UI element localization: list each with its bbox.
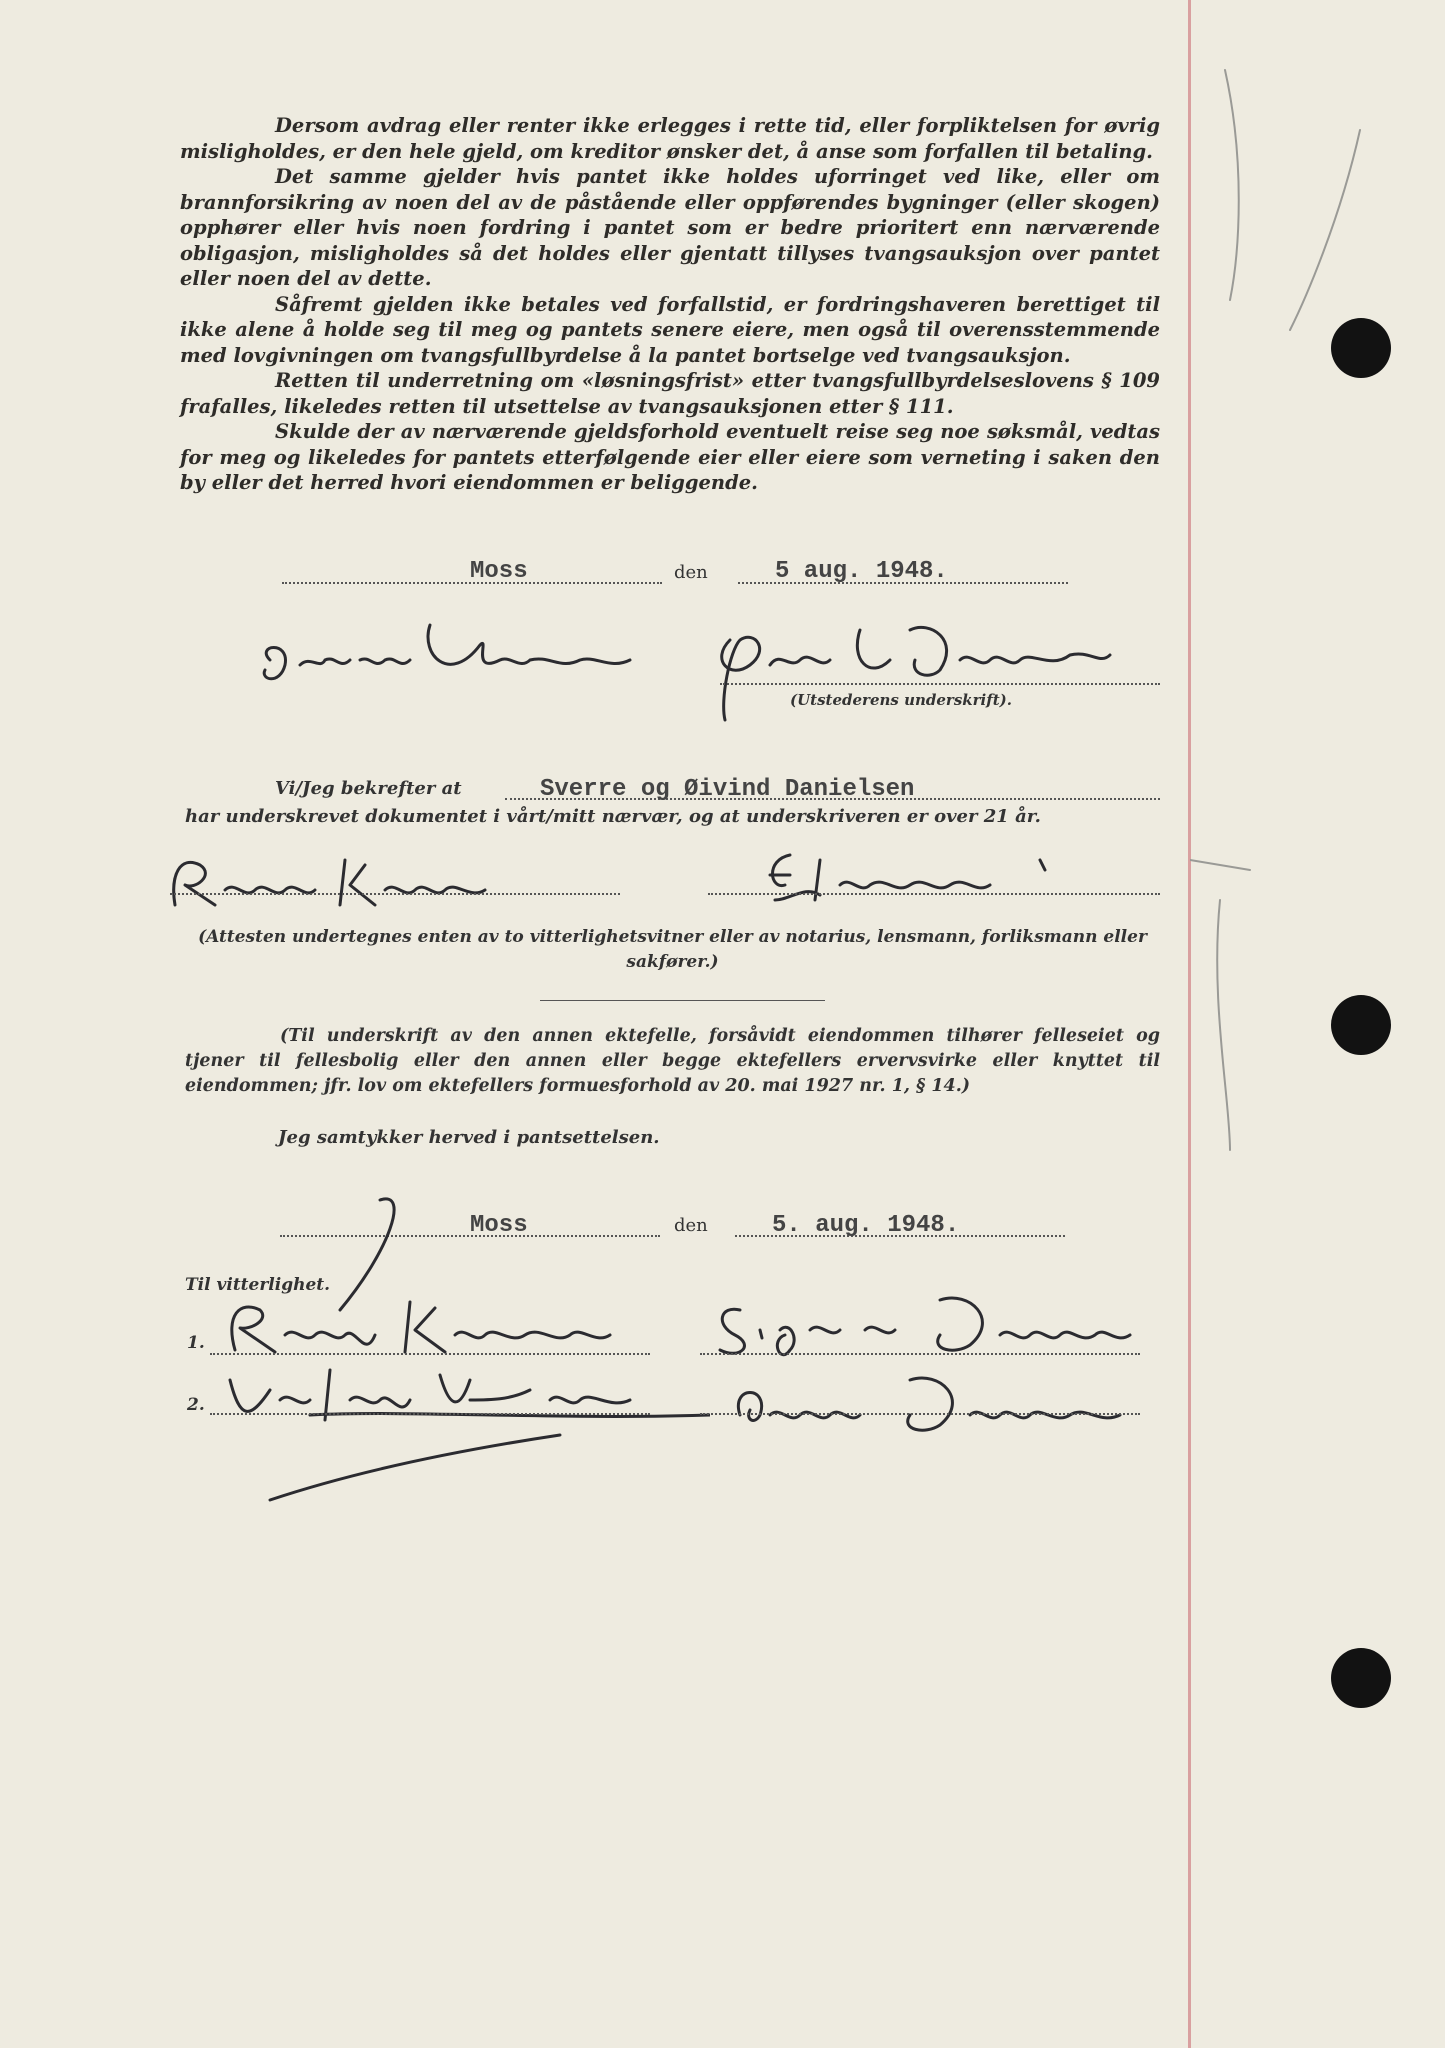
signature-sigrve [700,1280,1140,1370]
paragraph: Såfremt gjelden ikke betales ved forfallstid, er fordringshaveren berettiget til ikke alene å holde seg til meg og pantets senere eiere, men også til overensstemmende med lovgivningen om tvangsfullbyrdelse å la pantet bortselge ved tvangsauksjon. [180,292,1160,367]
paragraph: Skulde der av nærværende gjeldsforhold eventuelt reise seg noe søksmål, vedtas for meg og likeledes for pantets etterfølgende eier eller eiere som verneting i saken den by eller det herred hvori eiendommen er beliggende. [180,420,1160,494]
signature-sverre [250,615,670,705]
consent-text: Jeg samtykker herved i pantsettelsen. [278,1127,660,1148]
signature-witness1-karlsen [210,1290,690,1370]
signature-line [700,1353,1140,1355]
witness-line [210,1353,650,1355]
attest-prefix: Vi/Jeg bekrefter at [275,778,462,799]
paragraph: Det samme gjelder hvis pantet ikke holdes uforringet ved like, eller om brannforsikring av noen del av de påstående eller oppførendes bygninger (eller skogen) opphører eller hvis noen fordring i pantet som er bedre prioritert enn nærværende obligasjon, misligholdes så det holdes eller gjentatt tillyses tvangsauksjon over pantet eller noen del av dette. [180,165,1160,290]
signature-anna [700,1360,1140,1440]
terms-text [180,113,1160,496]
issuer-caption: (Utstederens underskrift). [790,691,1012,709]
witness-line [708,893,1160,895]
witness-line [170,893,620,895]
attest-note: (Attesten undertegnes enten av to vitterlighetsvitner eller av notarius, lensmann, forliksmann eller sakfører.) [198,927,1147,972]
date-value: 5 aug. 1948. [775,558,948,585]
signature-witness-larsen [760,840,1100,915]
signature-line [720,683,1160,685]
witness-label: Til vitterlighet. [185,1275,331,1295]
date-value: 5. aug. 1948. [772,1212,960,1239]
witness-number: 1. [187,1333,205,1353]
witness-number: 2. [187,1395,205,1415]
pencil-marks [1190,0,1445,1200]
signature-witness-karlsen [155,845,635,915]
paragraph: Dersom avdrag eller renter ikke erlegges i rette tid, eller forpliktelsen for øvrig misligholdes, er den hele gjeld, om kreditor ønsker det, å anse som forfallen til betaling. [180,114,1160,163]
spouse-note: (Til underskrift av den annen ektefelle, forsåvidt eiendommen tilhører felleseiet og tjener til fellesbolig eller den annen eller begge ektefellers ervervsvirke eller knyttet til eiendommen; jfr. lov om ektefellers formuesforhold av 20. mai 1927 nr. 1, § 14.) [185,1026,1160,1096]
separator [540,1000,825,1001]
signature-oivind [700,610,1120,730]
place-value: Moss [470,558,528,585]
signature-line [700,1413,1140,1415]
attest-names: Sverre og Øivind Danielsen [540,776,915,803]
den-label: den [674,562,708,583]
den-label: den [674,1215,708,1236]
punch-hole [1331,1648,1391,1708]
attest-line2: har underskrevet dokumentet i vårt/mitt nærvær, og at underskriveren er over 21 år. [185,806,1041,827]
place-value: Moss [470,1212,528,1239]
signature-witness2 [210,1360,710,1510]
paragraph: Retten til underretning om «løsningsfrist» etter tvangsfullbyrdelseslovens § 109 frafalles, likeledes retten til utsettelse av tvangsauksjonen etter § 111. [180,369,1160,418]
witness-line [210,1413,650,1415]
